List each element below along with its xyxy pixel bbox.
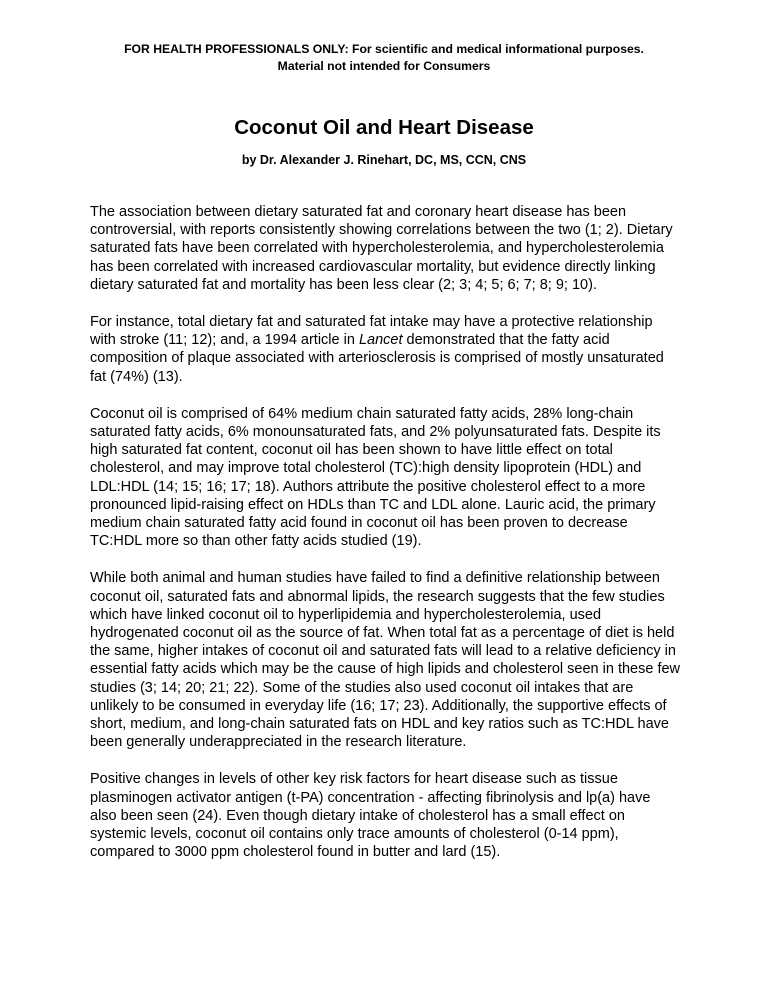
text-line: TC:HDL more so than other fatty acids studied (19). <box>90 533 422 550</box>
text-line: unlikely to be consumed in everyday life (16; 17; 23). Additionally, the supportive effects of <box>90 697 667 714</box>
text-line: composition of plaque associated with arteriosclerosis is comprised of mostly unsaturated <box>90 350 664 367</box>
text-line: controversial, with reports consistently showing correlations between the two (1; 2). Dietary <box>90 222 673 239</box>
text-line: While both animal and human studies have failed to find a definitive relationship between <box>90 570 660 587</box>
disclaimer-notice <box>80 41 688 75</box>
disclaimer-line: FOR HEALTH PROFESSIONALS ONLY: For scientific and medical informational purposes. <box>124 42 644 56</box>
article-author: by Dr. Alexander J. Rinehart, DC, MS, CCN, CNS <box>241 153 527 167</box>
text-line: essential fatty acids which may be the cause of high lipids and cholesterol seen in these few <box>90 661 681 678</box>
text-line: coconut oil, saturated fats and abnormal lipids, the research suggests that the few studies <box>90 588 665 605</box>
text-segment: demonstrated that the fatty acid <box>402 332 610 349</box>
paragraph-2 <box>90 313 684 386</box>
disclaimer-line: Material not intended for Consumers <box>277 59 491 73</box>
text-line: studies (3; 14; 20; 21; 22). Some of the studies also used coconut oil intakes that are <box>90 679 634 696</box>
text-line: medium chain saturated fatty acid found in coconut oil has been proven to decrease <box>90 515 628 532</box>
text-line: fat (74%) (13). <box>90 368 183 385</box>
text-line: For instance, total dietary fat and saturated fat intake may have a protective relationship <box>90 314 653 331</box>
text-line: compared to 3000 ppm cholesterol found in butter and lard (15). <box>90 844 501 861</box>
text-line: The association between dietary saturated fat and coronary heart disease has been <box>90 204 627 220</box>
text-line <box>90 331 684 349</box>
text-line: which have linked coconut oil to hyperlipidemia and hypercholesterolemia, used <box>90 606 602 623</box>
text-line: has been correlated with increased cardiovascular mortality, but evidence directly linking <box>90 258 656 275</box>
text-line: been generally underappreciated in the research literature. <box>90 734 467 751</box>
text-line: Positive changes in levels of other key risk factors for heart disease such as tissue <box>90 771 618 788</box>
text-line: dietary saturated fat and mortality has been less clear (2; 3; 4; 5; 6; 7; 8; 9; 10). <box>90 276 597 293</box>
text-line: cholesterol, and may improve total cholesterol (TC):high density lipoprotein (HDL) and <box>90 460 642 477</box>
article-body <box>90 203 684 881</box>
text-segment: with stroke (11; 12); and, a 1994 article in <box>90 332 359 349</box>
text-line: saturated fats have been correlated with hypercholesterolemia, and hypercholesterolemia <box>90 240 664 257</box>
paragraph-4 <box>90 569 684 751</box>
text-line: the same, higher intakes of coconut oil and saturated fats will lead to a relative deficiency in <box>90 643 676 660</box>
text-line: saturated fatty acids, 6% monounsaturated fats, and 2% polyunsaturated fats. Despite its <box>90 424 661 441</box>
text-line: pronounced lipid-raising effect on HDLs than TC and LDL alone. Lauric acid, the primary <box>90 496 656 513</box>
text-line: short, medium, and long-chain saturated fats on HDL and key ratios such as TC:HDL have <box>90 716 669 733</box>
paragraph-5 <box>90 770 684 861</box>
article-title: Coconut Oil and Heart Disease <box>234 116 534 139</box>
text-line: Coconut oil is comprised of 64% medium chain saturated fatty acids, 28% long-chain <box>90 405 634 422</box>
text-line: high saturated fat content, coconut oil has been shown to have little effect on total <box>90 442 613 459</box>
text-line: systemic levels, coconut oil contains only trace amounts of cholesterol (0-14 ppm), <box>90 826 619 843</box>
text-line: also been seen (24). Even though dietary intake of cholesterol has a small effect on <box>90 807 625 824</box>
paragraph-3 <box>90 405 684 551</box>
text-line: LDL:HDL (14; 15; 16; 17; 18). Authors attribute the positive cholesterol effect to a more <box>90 478 646 495</box>
journal-name: Lancet <box>358 332 403 349</box>
text-line: plasminogen activator antigen (t-PA) concentration - affecting fibrinolysis and lp(a) have <box>90 789 651 806</box>
text-line: hydrogenated coconut oil as the source of fat. When total fat as a percentage of diet is held <box>90 625 675 642</box>
paragraph-1 <box>90 203 684 294</box>
